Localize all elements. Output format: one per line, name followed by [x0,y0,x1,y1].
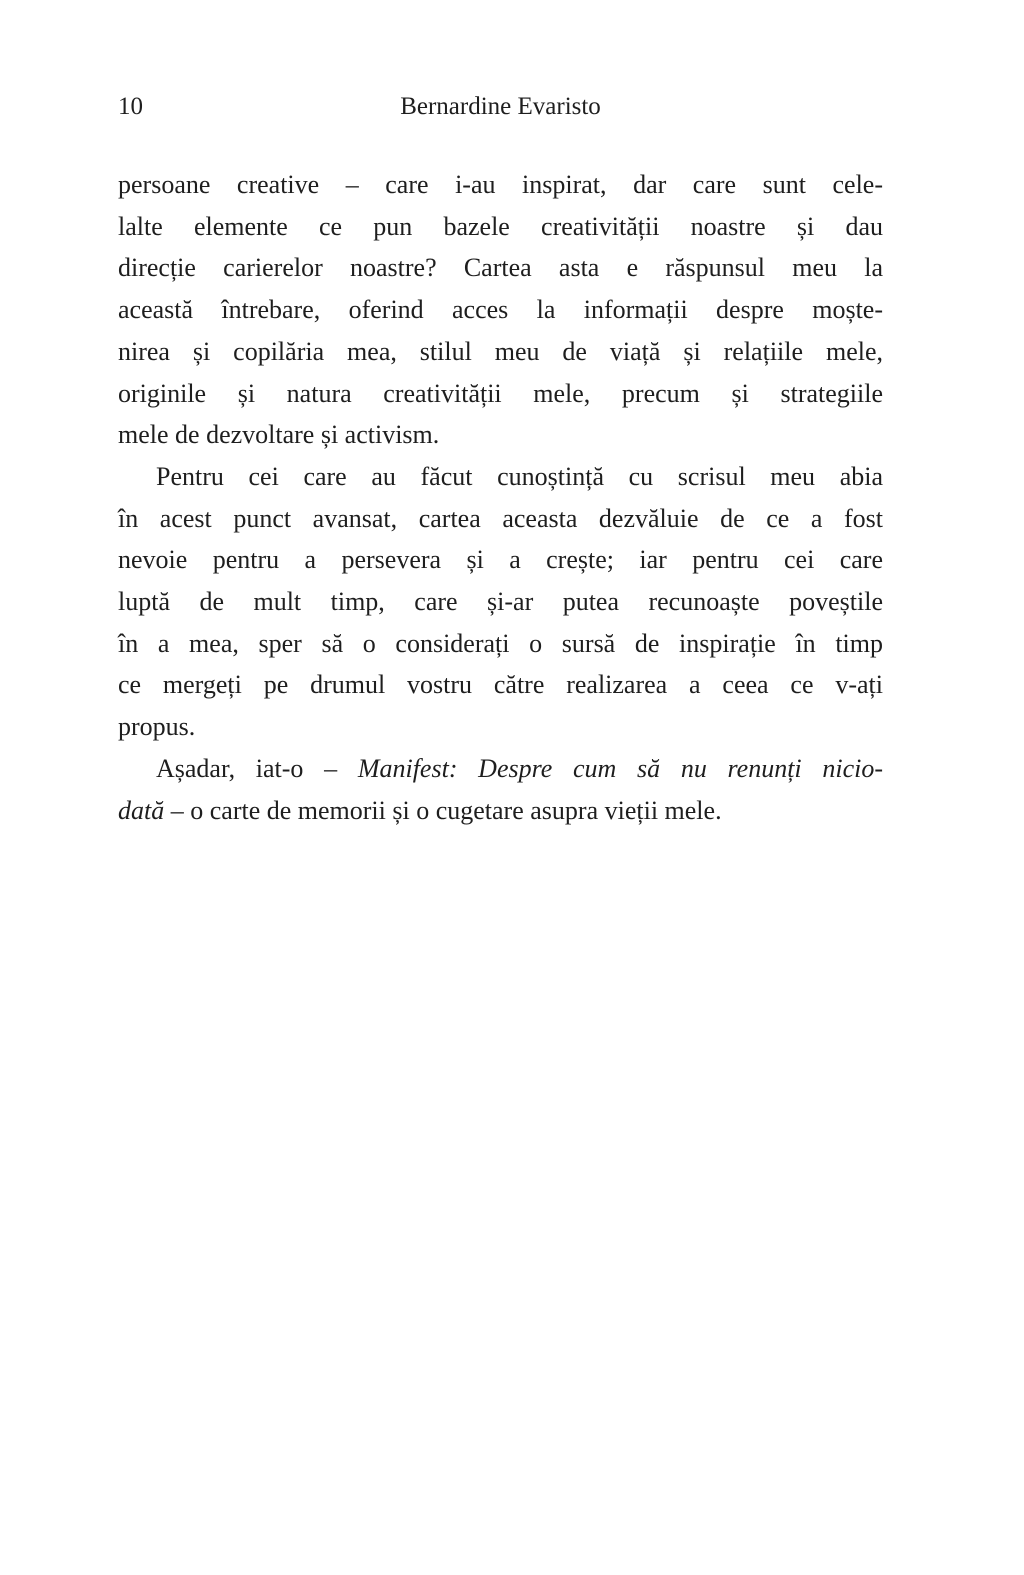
text-segment: această întrebare, oferind acces la informații despre moște- [118,295,883,325]
paragraph [118,164,883,456]
paragraph [118,456,883,748]
text-segment: Așadar, iat-o – [156,753,358,783]
page-header [118,92,883,122]
text-segment: lalte elemente ce pun bazele creativității noastre și dau [118,211,883,241]
text-line [118,331,883,373]
text-line [118,456,883,498]
text-segment: propus. [118,712,196,742]
text-line [118,289,883,331]
text-line [118,498,883,540]
page-number: 10 [118,93,143,120]
text-line [118,623,883,665]
text-line [118,748,883,790]
text-line [118,247,883,289]
text-segment: luptă de mult timp, care și-ar putea recunoaște poveștile [118,587,883,617]
text-segment: ce mergeți pe drumul vostru către realizarea a ceea ce v-ați [118,670,883,700]
text-line [118,581,883,623]
text-segment: persoane creative – care i-au inspirat, dar care sunt cele- [118,170,883,199]
text-segment: – o carte de memorii și o cugetare asupra vieții mele. [164,795,722,825]
text-line [118,664,883,706]
text-segment: mele de dezvoltare și activism. [118,420,440,450]
text-segment: nirea și copilăria mea, stilul meu de viață și relațiile mele, [118,336,883,366]
italic-text-segment: Manifest: Despre cum să nu renunți nicio- [357,753,883,783]
text-segment: în acest punct avansat, cartea aceasta dezvăluie de ce a fost [118,503,883,533]
text-line [118,790,883,832]
text-line [118,206,883,248]
text-line [118,414,883,456]
text-segment: originile și natura creativității mele, precum și strategiile [118,378,883,408]
text-line [118,164,883,206]
text-line [118,706,883,748]
text-segment: Pentru cei care au făcut cunoștință cu scrisul meu abia [156,461,883,491]
text-segment: nevoie pentru a persevera și a crește; iar pentru cei care [118,545,883,575]
italic-text-segment: dată [118,795,165,825]
paragraph [118,748,883,831]
text-segment: direcție carierelor noastre? Cartea asta e răspunsul meu la [118,253,883,283]
text-line [118,539,883,581]
text-segment: în a mea, sper să o considerați o sursă de inspirație în timp [118,628,883,658]
text-line [118,373,883,415]
running-head: Bernardine Evaristo [400,93,601,120]
body-text [118,164,883,831]
